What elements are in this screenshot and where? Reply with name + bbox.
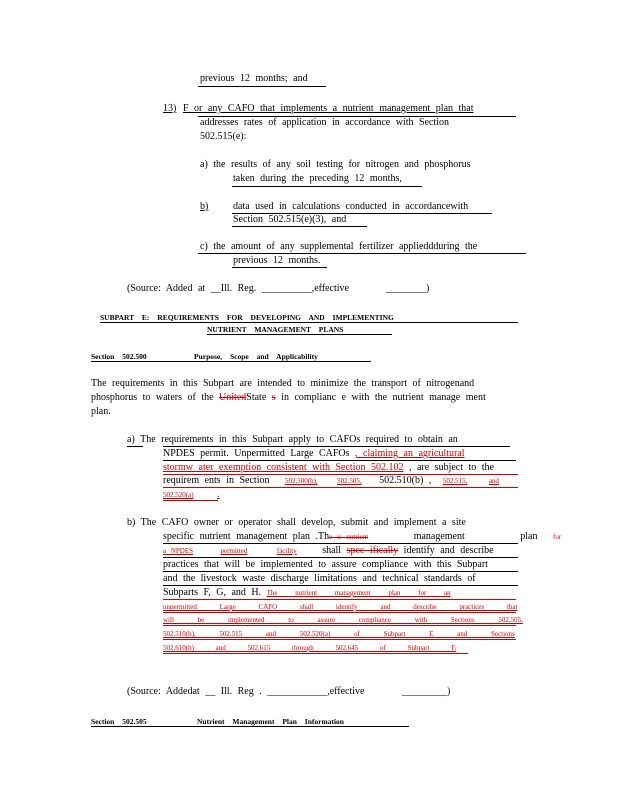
inserted-text: unpermitted Large CAFO shall identify and describe practices that <box>163 603 518 611</box>
inserted-text: permitted <box>220 547 248 555</box>
underline <box>163 460 516 461</box>
underline <box>163 585 518 586</box>
intro-text: in complianc e with the nutrient manage ment <box>281 392 486 403</box>
inserted-text: a NPDES <box>163 547 194 555</box>
underline <box>198 253 526 254</box>
para-b-text: management <box>413 531 465 542</box>
item13-a-line1: a) the results of any soil testing for nitrogen and phosphorus <box>200 159 471 170</box>
subpart-e-heading-line1: SUBPART E: REQUIREMENTS FOR DEVELOPING AND IMPLEMENTING <box>100 313 394 322</box>
underline <box>163 625 516 626</box>
underline <box>198 116 516 117</box>
intro-text: State <box>246 392 267 403</box>
para-a-line4 <box>163 475 499 487</box>
item13-a-line2: taken during the preceding 12 months, <box>233 173 402 184</box>
underline <box>232 213 492 214</box>
inserted-text: The nutrient management plan for an <box>266 589 451 597</box>
para-a-line3 <box>163 462 494 474</box>
subpart-e-heading-line2: NUTRIENT MANAGEMENT PLANS <box>207 325 344 334</box>
section-502-505-title: Nutrient Management Plan Information <box>197 717 344 726</box>
inserted-text: 502.500(b), <box>284 477 318 485</box>
source-note-1: (Source: Added at __Ill. Reg. __________,effective <box>127 283 349 294</box>
underline <box>163 543 518 544</box>
underline <box>163 446 510 447</box>
para-b-line5: and the livestock waste discharge limitations and technical standards of <box>163 573 476 584</box>
underline <box>163 599 516 600</box>
section-502-500-title: Purpose, Scope and Applicability <box>194 352 318 361</box>
inserted-text: for <box>553 533 562 541</box>
item13-b-line1: data used in calculations conducted in accordancewith <box>233 201 469 212</box>
intro-line2 <box>91 392 486 404</box>
item13-c-line1: c) the amount of any supplemental fertilizer applieddduring the <box>200 241 478 252</box>
intro-line3: plan. <box>91 406 111 417</box>
para-a-text: NPDES permit. Unpermitted Large CAFOs <box>163 448 350 459</box>
inserted-text: 502.510(b), 502.515 and 502.520(a) of Subpart E and Sections <box>163 630 515 638</box>
underline <box>91 361 371 362</box>
item13-c-line2: previous 12 months. <box>233 255 321 266</box>
inserted-text: will be implemented to assure compliance with Sections 502.505, <box>163 616 523 624</box>
underline <box>163 487 518 488</box>
para-b-line6 <box>163 587 451 599</box>
underline <box>163 653 468 654</box>
intro-text: phosphorus to waters of the <box>91 392 214 403</box>
para-a-line1: a) The requirements in this Subpart apply to CAFOs required to obtain an <box>127 434 458 445</box>
section-502-500-number: Section 502.500 <box>91 352 147 361</box>
inserted-text: facility <box>276 547 297 555</box>
item12-tail: previous 12 months; and <box>200 73 308 84</box>
para-b-text: Subparts F, G, and H. <box>163 587 262 598</box>
inserted-text: 502.610(b) and 502.615 through 502.645 of Subpart F. <box>163 644 457 652</box>
item13-line2: addresses rates of application in accordance with Section <box>200 117 449 128</box>
source-note-1-end: ________) <box>386 283 430 294</box>
para-b-line3 <box>163 545 494 557</box>
source-note-2: (Source: Addedat __ Ill. Reg . ____________,effective <box>127 686 365 697</box>
underline <box>127 446 143 447</box>
para-b-text: shall <box>322 545 342 556</box>
para-b-text: plan <box>520 531 538 542</box>
inserted-text: 502.505, <box>337 477 362 485</box>
underline <box>198 86 326 87</box>
underline <box>163 612 516 613</box>
inserted-text: stormw ater exemption consistent with Section 502.102 <box>163 462 404 473</box>
underline <box>163 639 516 640</box>
para-a-text: 502.510(b) , <box>379 475 432 486</box>
item13-number: 13) <box>163 103 177 114</box>
inserted-text: 502.515, <box>442 477 468 485</box>
inserted-text: . <box>217 489 220 500</box>
para-a-text: , are subject to the <box>408 462 494 473</box>
underline <box>163 500 218 501</box>
underline <box>163 557 518 558</box>
underline <box>91 726 409 727</box>
underline <box>232 186 422 187</box>
para-b-text: identify and describe <box>403 545 494 556</box>
inserted-text: 502.520(a) <box>163 491 194 499</box>
para-b-line4: practices that will be implemented to assure compliance with this Subpart <box>163 559 488 570</box>
deleted-text: s <box>271 392 276 403</box>
para-b-line2 <box>163 531 561 543</box>
item13-b-line2: Section 502.515(e)(3), and <box>233 214 347 225</box>
deleted-text: spec ifically <box>346 545 399 556</box>
deleted-text: e is nutrient <box>329 533 369 541</box>
underline <box>100 322 518 323</box>
underline <box>207 334 392 335</box>
item13-line3: 502.515(e): <box>200 131 247 142</box>
inserted-text: and <box>488 477 499 485</box>
underline <box>232 267 327 268</box>
para-b-text: specific nutrient management plan .Th <box>163 531 330 542</box>
deleted-text: United <box>219 392 247 403</box>
para-a-line2 <box>163 448 465 460</box>
item13-line1: F or any CAFO that implements a nutrient management plan that <box>183 103 474 114</box>
para-a-text: requirem ents in Section <box>163 475 270 486</box>
source-note-2-end: _________) <box>402 686 451 697</box>
underline <box>163 571 518 572</box>
para-b-line1: b) The CAFO owner or operator shall develop, submit and implement a site <box>127 517 466 528</box>
inserted-text: , claiming an agricultural <box>355 448 465 459</box>
underline <box>232 226 367 227</box>
intro-line1: The requirements in this Subpart are intended to minimize the transport of nitrogenand <box>91 378 475 389</box>
item13-b-marker: b) <box>200 201 209 212</box>
section-502-505-number: Section 502.505 <box>91 717 147 726</box>
